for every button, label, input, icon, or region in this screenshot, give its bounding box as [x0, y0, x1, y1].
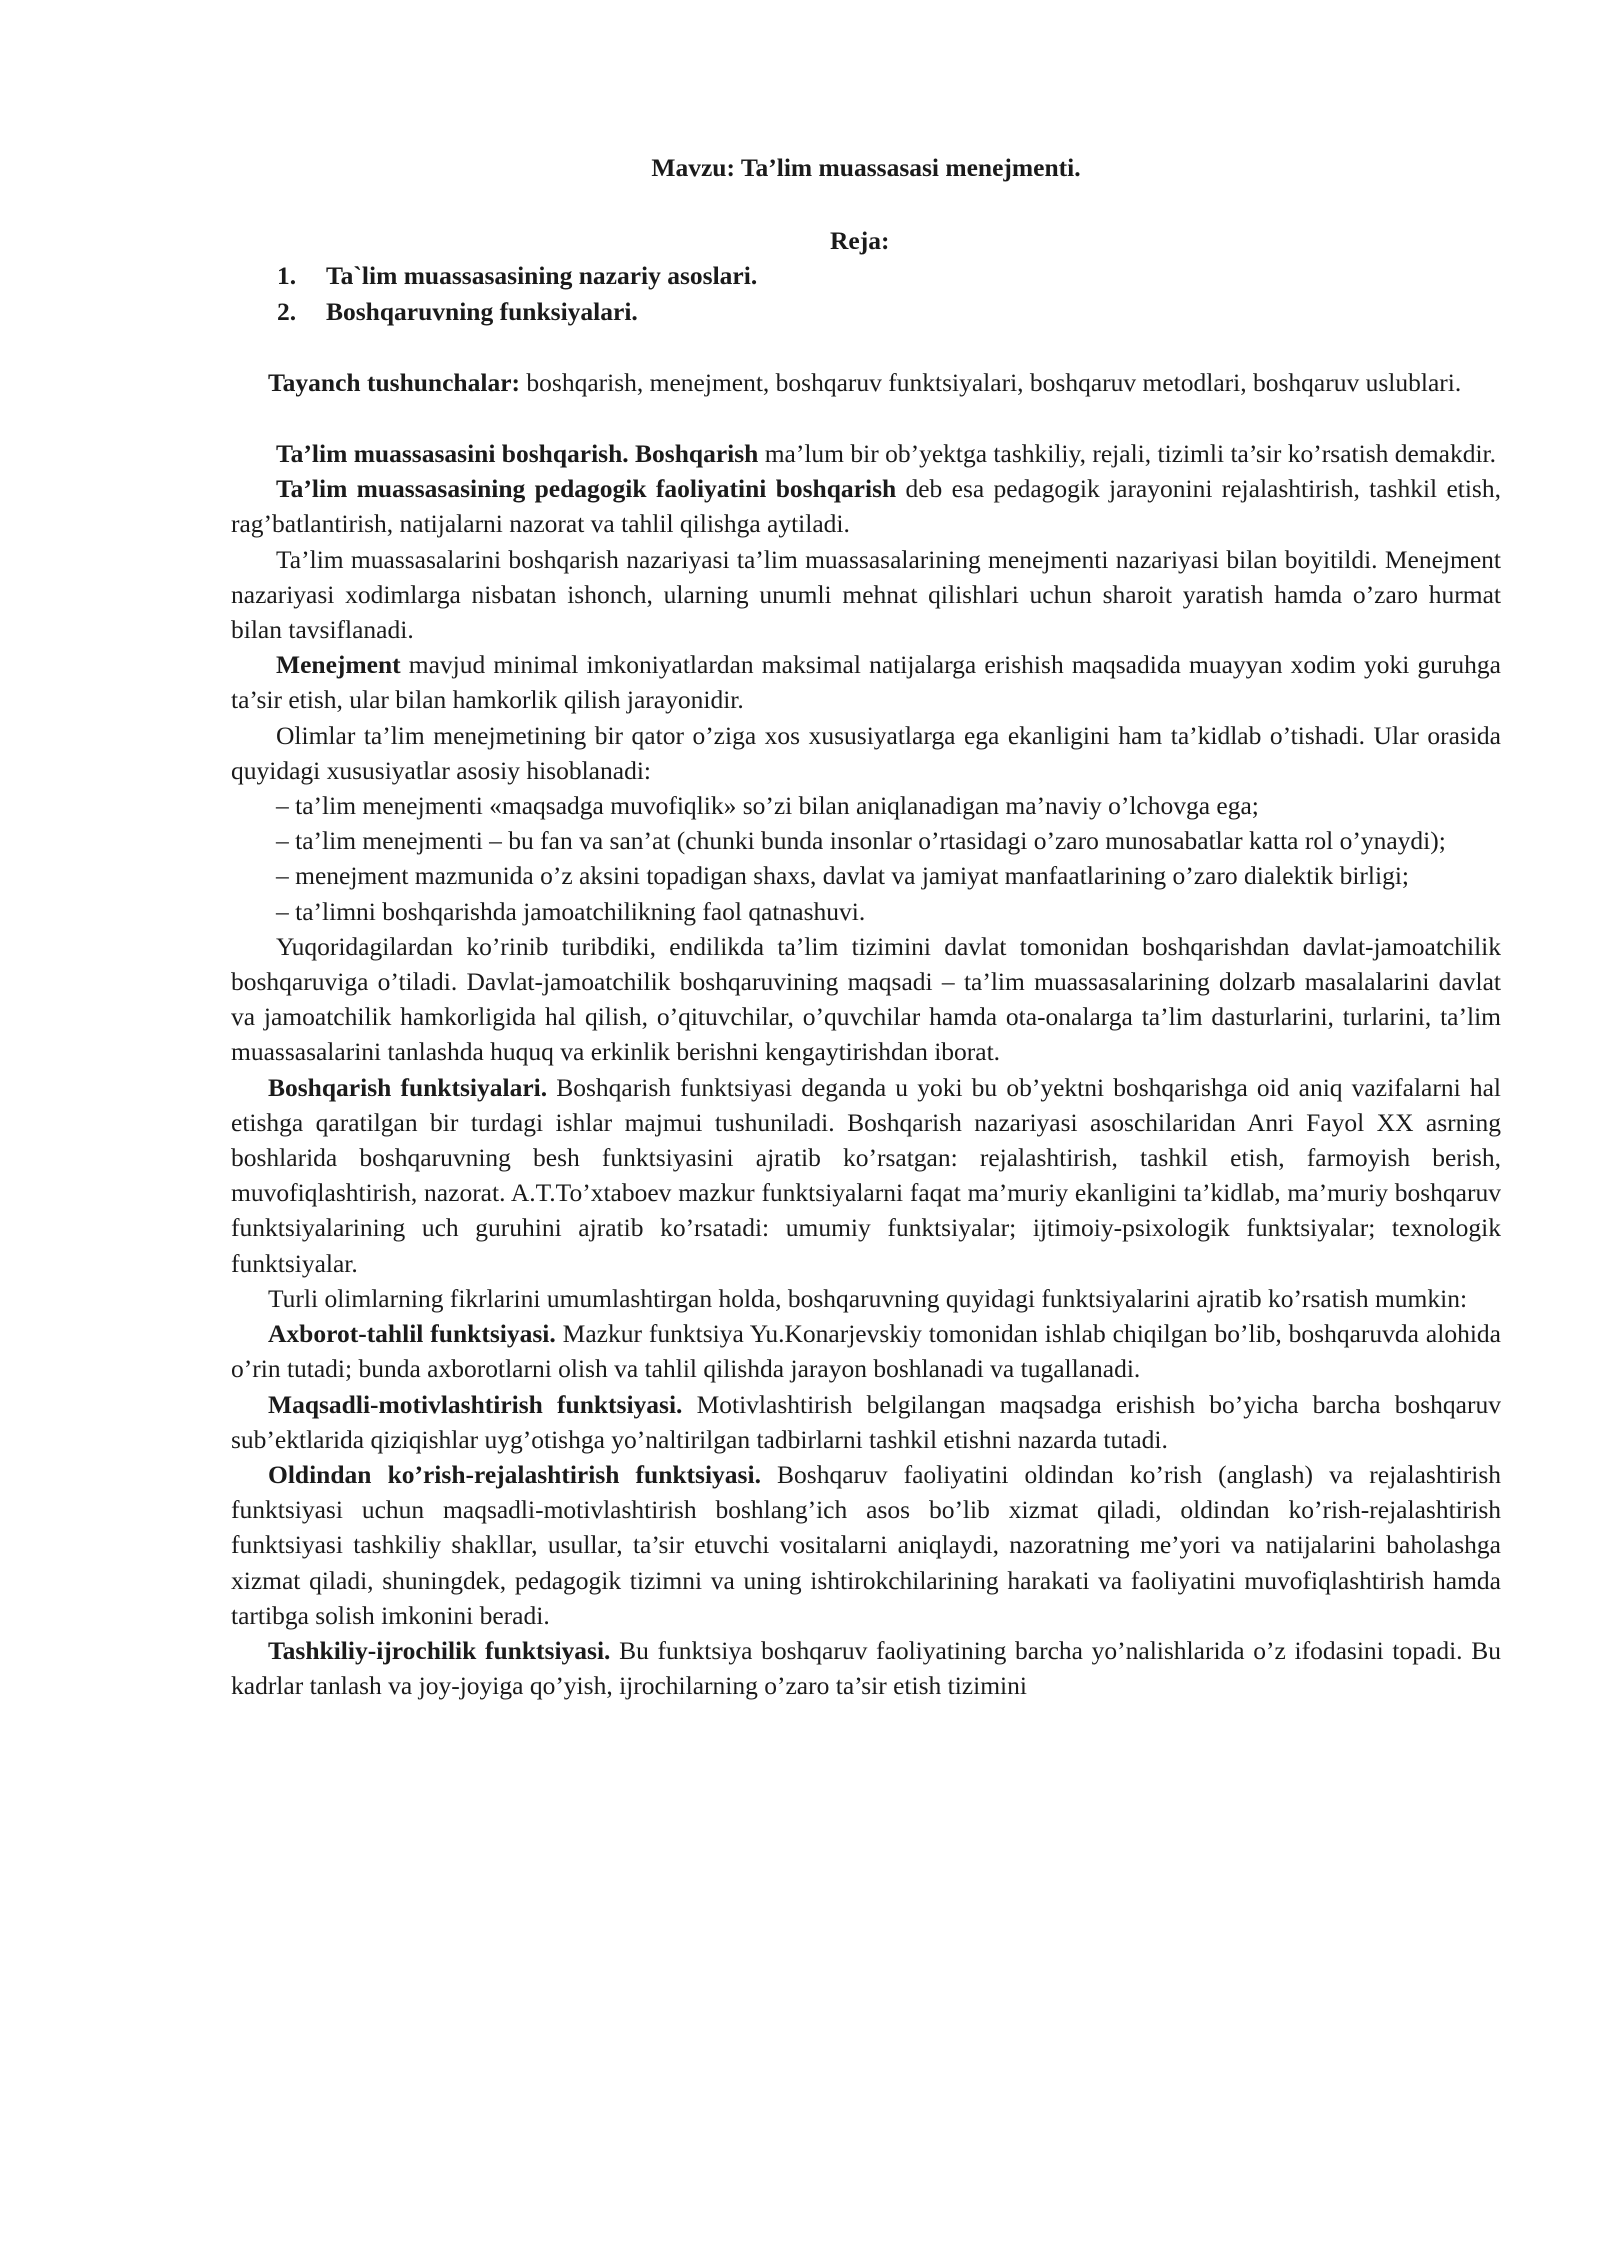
paragraph-text: Motivlashtirish belgilangan maqsadga erishish bo’yicha barcha boshqaruv sub’ektlarida qiziqishlar uyg’otishga yo’naltirilgan tadbirlarni tashkil etishni nazarda tutadi. — [231, 1389, 1501, 1454]
paragraph-text: ma’lum bir ob’yektga tashkiliy, rejali, tizimli ta’sir ko’rsatish demakdir. — [758, 439, 1497, 469]
key-concepts-text: boshqarish, menejment, boshqaruv funktsiyalari, boshqaruv metodlari, boshqaruv uslublari. — [520, 367, 1462, 397]
spacer — [231, 400, 1501, 436]
paragraph-lead: Menejment — [276, 650, 401, 680]
paragraph-text: Boshqarish funktsiyasi deganda u yoki bu ob’yektni boshqarishga oid aniq vazifalarni hal etishga qaratilgan bir turdagi ishlar majmui tushuniladi. Boshqarish nazariyasi asoschilaridan Anri Fayol XX asrning boshlarida boshqaruvning besh funktsiyasini ajratib ko’rsatgan: rejalashtirish, tashkil etish, farmoyish berish, muvofiqlashtirish, nazorat. A.T.To’xtaboev mazkur funktsiyalarni faqat ma’muriy ekanligini ta’kidlab, ma’muriy boshqaruv funktsiyalarining uch guruhini ajratib ko’rsatadi: umumiy funktsiyalar; ijtimoiy-psixologik funktsiyalar; texnologik funktsiyalar. — [231, 1072, 1501, 1278]
bullet-item: – ta’lim menejmenti «maqsadga muvofiqlik» so’zi bilan aniqlanadigan ma’naviy o’lchovga ega; — [276, 791, 1259, 821]
document-page — [231, 150, 1501, 1703]
paragraph-text: mavjud minimal imkoniyatlardan maksimal natijalarga erishish maqsadida muayyan xodim yoki guruhga ta’sir etish, ular bilan hamkorlik qilish jarayonidir. — [231, 650, 1501, 715]
plan-item-text: Boshqaruvning funksiyalari. — [326, 296, 638, 326]
paragraph — [231, 1316, 1501, 1386]
paragraph-lead: Ta’lim muassasasining pedagogik faoliyatini boshqarish — [276, 474, 897, 504]
paragraph — [231, 471, 1501, 541]
paragraph — [231, 647, 1501, 717]
plan-item — [231, 258, 1501, 293]
plan-item-text: Ta`lim muassasasining nazariy asoslari. — [326, 261, 758, 291]
paragraph-lead: Oldindan ko’rish-rejalashtirish funktsiyasi. — [268, 1459, 761, 1489]
paragraph-lead: Ta’lim muassasasini boshqarish. Boshqarish — [276, 439, 759, 469]
plan-list — [231, 258, 1501, 328]
plan-item — [231, 294, 1501, 329]
paragraph: Turli olimlarning fikrlarini umumlashtirgan holda, boshqaruvning quyidagi funktsiyalarini ajratib ko’rsatish mumkin: — [268, 1283, 1468, 1313]
plan-heading: Reja: — [830, 226, 890, 256]
paragraph-text: Mazkur funktsiya Yu.Konarjevskiy tomonidan ishlab chiqilgan bo’lib, boshqaruvda alohida o’rin tutadi; bunda axborotlarni olish va tahlil qilishda jarayon boshlanadi va tugallanadi. — [231, 1319, 1501, 1384]
plan-item-number: 2. — [277, 296, 297, 326]
paragraph-text: deb esa pedagogik jarayonini rejalashtirish, tashkil etish, rag’batlantirish, natijalarni nazorat va tahlil qilishga aytiladi. — [231, 474, 1501, 539]
paragraph — [231, 1387, 1501, 1457]
bullet-item: – ta’lim menejmenti – bu fan va san’at (chunki bunda insonlar o’rtasidagi o’zaro munosabatlar katta rol o’ynaydi); — [276, 826, 1446, 856]
document-title: Mavzu: Ta’lim muassasasi menejmenti. — [651, 153, 1081, 182]
key-concepts-paragraph — [231, 365, 1501, 400]
bullet-item: – ta’limni boshqarishda jamoatchilikning faol qatnashuvi. — [276, 896, 866, 926]
key-concepts-lead: Tayanch tushunchalar: — [268, 367, 521, 397]
paragraph-lead: Tashkiliy-ijrochilik funktsiyasi. — [268, 1635, 611, 1665]
paragraph-text: Boshqaruv faoliyatini oldindan ko’rish (anglash) va rejalashtirish funktsiyasi uchun maqsadli-motivlashtirish boshlang’ich asos bo’lib xizmat qiladi, oldindan ko’rish-rejalashtirish funktsiyasi tashkiliy shakllar, usullar, ta’sir etuvchi vositalarni aniqlaydi, nazoratning me’yori va natijalarini baholashga xizmat qiladi, shuningdek, pedagogik tizimni va uning ishtirokchilarining harakati va faoliyatini muvofiqlashtirish hamda tartibga solish imkonini beradi. — [231, 1459, 1501, 1630]
paragraph — [231, 1457, 1501, 1633]
paragraph: Ta’lim muassasalarini boshqarish nazariyasi ta’lim muassasalarining menejmenti nazariyasi bilan boyitildi. Menejment nazariyasi xodimlarga nisbatan ishonch, ularning unumli mehnat qilishlari uchun sharoit yaratish hamda o’zaro hurmat bilan tavsiflanadi. — [231, 544, 1501, 645]
paragraph-lead: Boshqarish funktsiyalari. — [268, 1072, 548, 1102]
paragraph — [231, 436, 1501, 471]
bullet-item: – menejment mazmunida o’z aksini topadigan shaxs, davlat va jamiyat manfaatlarining o’zaro dialektik birligi; — [276, 861, 1409, 891]
paragraph-lead: Axborot-tahlil funktsiyasi. — [268, 1319, 556, 1349]
paragraph: Yuqoridagilardan ko’rinib turibdiki, endilikda ta’lim tizimini davlat tomonidan boshqarishdan davlat-jamoatchilik boshqaruviga o’tiladi. Davlat-jamoatchilik boshqaruvining maqsadi – ta’lim muassasalarining dolzarb masalalarini davlat va jamoatchilik hamkorligida hal qilish, o’qituvchilar, o’quvchilar hamda ota-onalarga ta’lim dasturlarini, turlarini, ta’lim muassasalarini tanlashda huquq va erkinlik berishni kengaytirishdan iborat. — [231, 931, 1501, 1067]
spacer — [231, 329, 1501, 365]
paragraph — [231, 1633, 1501, 1703]
plan-item-number: 1. — [277, 261, 297, 291]
paragraph-lead: Maqsadli-motivlashtirish funktsiyasi. — [268, 1389, 683, 1419]
paragraph — [231, 1070, 1501, 1281]
paragraph-text: Bu funktsiya boshqaruv faoliyatining barcha yo’nalishlarida o’z ifodasini topadi. Bu kadrlar tanlash va joy-joyiga qo’yish, ijrochilarning o’zaro ta’sir etish tizimini — [231, 1635, 1501, 1701]
paragraph: Olimlar ta’lim menejmetining bir qator o’ziga xos xususiyatlarga ega ekanligini ham ta’kidlab o’tishadi. Ular orasida quyidagi xususiyatlar asosiy hisoblanadi: — [231, 720, 1501, 785]
